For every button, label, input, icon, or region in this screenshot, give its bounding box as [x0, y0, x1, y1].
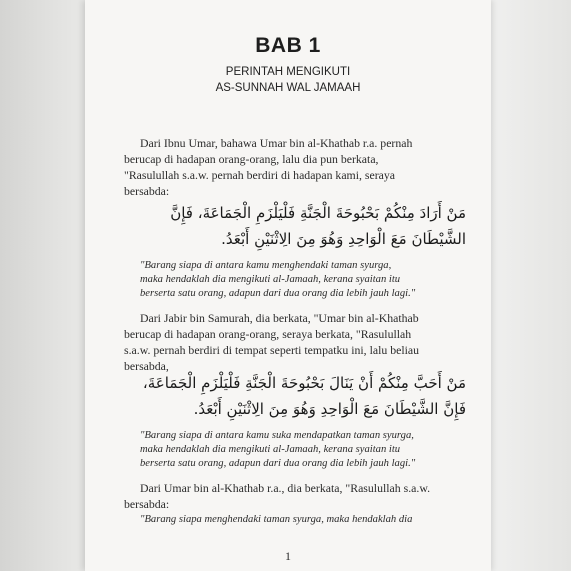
text-line: "Barang siapa di antara kamu suka mendapatkan taman syurga, — [140, 430, 414, 441]
text-span: Dari Ibnu Umar, bahawa Umar bin al-Khathab r.a. pernah — [140, 136, 413, 150]
hadith-2-translation — [140, 429, 464, 472]
text-line: berserta satu orang, adapun dari dua orang dia lebih jauh lagi." — [140, 288, 416, 300]
hadith-1-intro — [124, 135, 464, 199]
text-line — [124, 480, 464, 496]
arabic-line: فَإِنَّ الشَّيْطَانَ مَعَ الْوَاحِدِ وَهُوَ مِنَ الِاثْنَيْنِ أَبْعَدُ. — [193, 400, 466, 418]
text-line: "Rasulullah s.a.w. pernah berdiri di hadapan kami, seraya — [124, 168, 396, 182]
text-line: maka hendaklah dia mengikuti al-Jamaah, kerana syaitan itu — [140, 444, 401, 456]
arabic-line: الشَّيْطَانَ مَعَ الْوَاحِدِ وَهُوَ مِنَ الِاثْنَيْنِ أَبْعَدُ. — [221, 230, 466, 248]
page-number: 1 — [285, 549, 291, 563]
hadith-3-translation — [140, 513, 464, 527]
book-page — [85, 0, 491, 571]
text-line: bersabda: — [124, 497, 170, 511]
hadith-1-translation — [140, 259, 464, 302]
chapter-subtitle-line-1: PERINTAH MENGIKUTI — [225, 66, 351, 78]
chapter-subtitle-line-2: AS-SUNNAH WAL JAMAAH — [215, 82, 361, 94]
left-page-edge — [0, 0, 92, 571]
text-line: berucap di hadapan orang-orang, lalu dia pun berkata, — [124, 152, 379, 166]
hadith-1-arabic — [132, 200, 466, 252]
text-line: bersabda: — [124, 184, 170, 198]
text-line: s.a.w. pernah berdiri di tempat seperti tempatku ini, lalu beliau — [124, 343, 420, 357]
right-background — [481, 0, 571, 571]
text-line: berserta satu orang, adapun dari dua orang dia lebih jauh lagi." — [140, 458, 416, 470]
text-line — [124, 135, 464, 151]
hadith-2-intro — [124, 310, 464, 374]
text-span: Dari Umar bin al-Khathab r.a., dia berkata, "Rasulullah s.a.w. — [140, 481, 431, 495]
hadith-3-intro — [124, 480, 464, 512]
arabic-line: مَنْ أَحَبَّ مِنْكُمْ أَنْ يَنَالَ بَحْبُوحَةَ الْجَنَّةِ فَلْيَلْزَمِ الْجَمَاعَةَ، — [142, 374, 466, 392]
text-line: berucap di hadapan orang-orang, seraya berkata, "Rasulullah — [124, 327, 412, 341]
text-line — [124, 310, 464, 326]
chapter-subtitle — [85, 64, 491, 96]
arabic-line: مَنْ أَرَادَ مِنْكُمْ بَحْبُوحَةَ الْجَنَّةِ فَلْيَلْزَمِ الْجَمَاعَةَ، فَإِنَّ — [170, 204, 466, 222]
text-span: Dari Jabir bin Samurah, dia berkata, "Umar bin al-Khathab — [140, 311, 419, 325]
hadith-2-arabic — [132, 370, 466, 422]
text-line: maka hendaklah dia mengikuti al-Jamaah, kerana syaitan itu — [140, 274, 401, 286]
chapter-title: BAB 1 — [255, 34, 321, 57]
text-line: "Barang siapa di antara kamu menghendaki taman syurga, — [140, 260, 392, 271]
text-line: "Barang siapa menghendaki taman syurga, maka hendaklah dia — [140, 514, 413, 525]
text-line: bersabda, — [124, 359, 169, 373]
